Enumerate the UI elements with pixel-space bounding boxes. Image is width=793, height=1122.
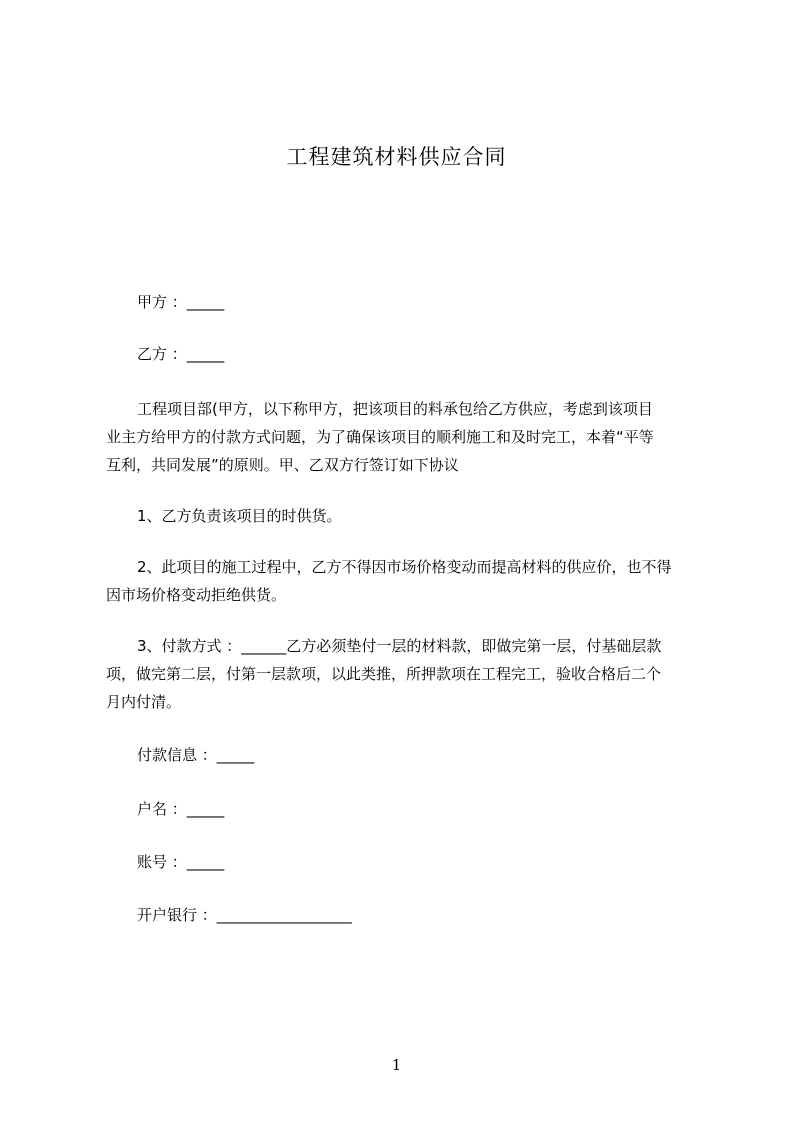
page-number: 1: [391, 1056, 402, 1074]
clause-1: 1、乙方负责该项目的时供货。: [137, 507, 342, 525]
clause-3-line-1: 3、付款方式 ：______乙方必须垫付一层的材料款，即做完第一层，付基础层款: [137, 637, 662, 655]
account-name-field: 户名 ：_____: [137, 800, 225, 818]
intro-line-3: 互利，共同发展”的原则。甲、乙双方行签订如下协议: [106, 456, 459, 474]
clause-2-line-2: 因市场价格变动拒绝供货。: [106, 586, 287, 604]
clause-3-line-3: 月内付清。: [106, 693, 182, 711]
intro-line-1: 工程项目部(甲方，以下称甲方，把该项目的料承包给乙方供应，考虑到该项目: [137, 400, 653, 418]
account-number-field: 账号 ：_____: [137, 853, 225, 871]
payment-info-field: 付款信息 ：_____: [137, 746, 255, 764]
party-b-field: 乙方 ：_____: [137, 345, 225, 363]
clause-3-line-2: 项，做完第二层，付第一层款项，以此类推，所押款项在工程完工，验收合格后二个: [106, 665, 662, 683]
clause-2-line-1: 2、此项目的施工过程中，乙方不得因市场价格变动而提高材料的供应价，也不得: [137, 558, 672, 576]
intro-line-2: 业主方给甲方的付款方式问题，为了确保该项目的顺利施工和及时完工，本着“平等: [106, 428, 654, 446]
party-a-field: 甲方 ：_____: [137, 293, 225, 311]
document-title: 工程建筑材料供应合同: [286, 145, 507, 169]
bank-field: 开户银行 ：__________________: [137, 906, 352, 924]
